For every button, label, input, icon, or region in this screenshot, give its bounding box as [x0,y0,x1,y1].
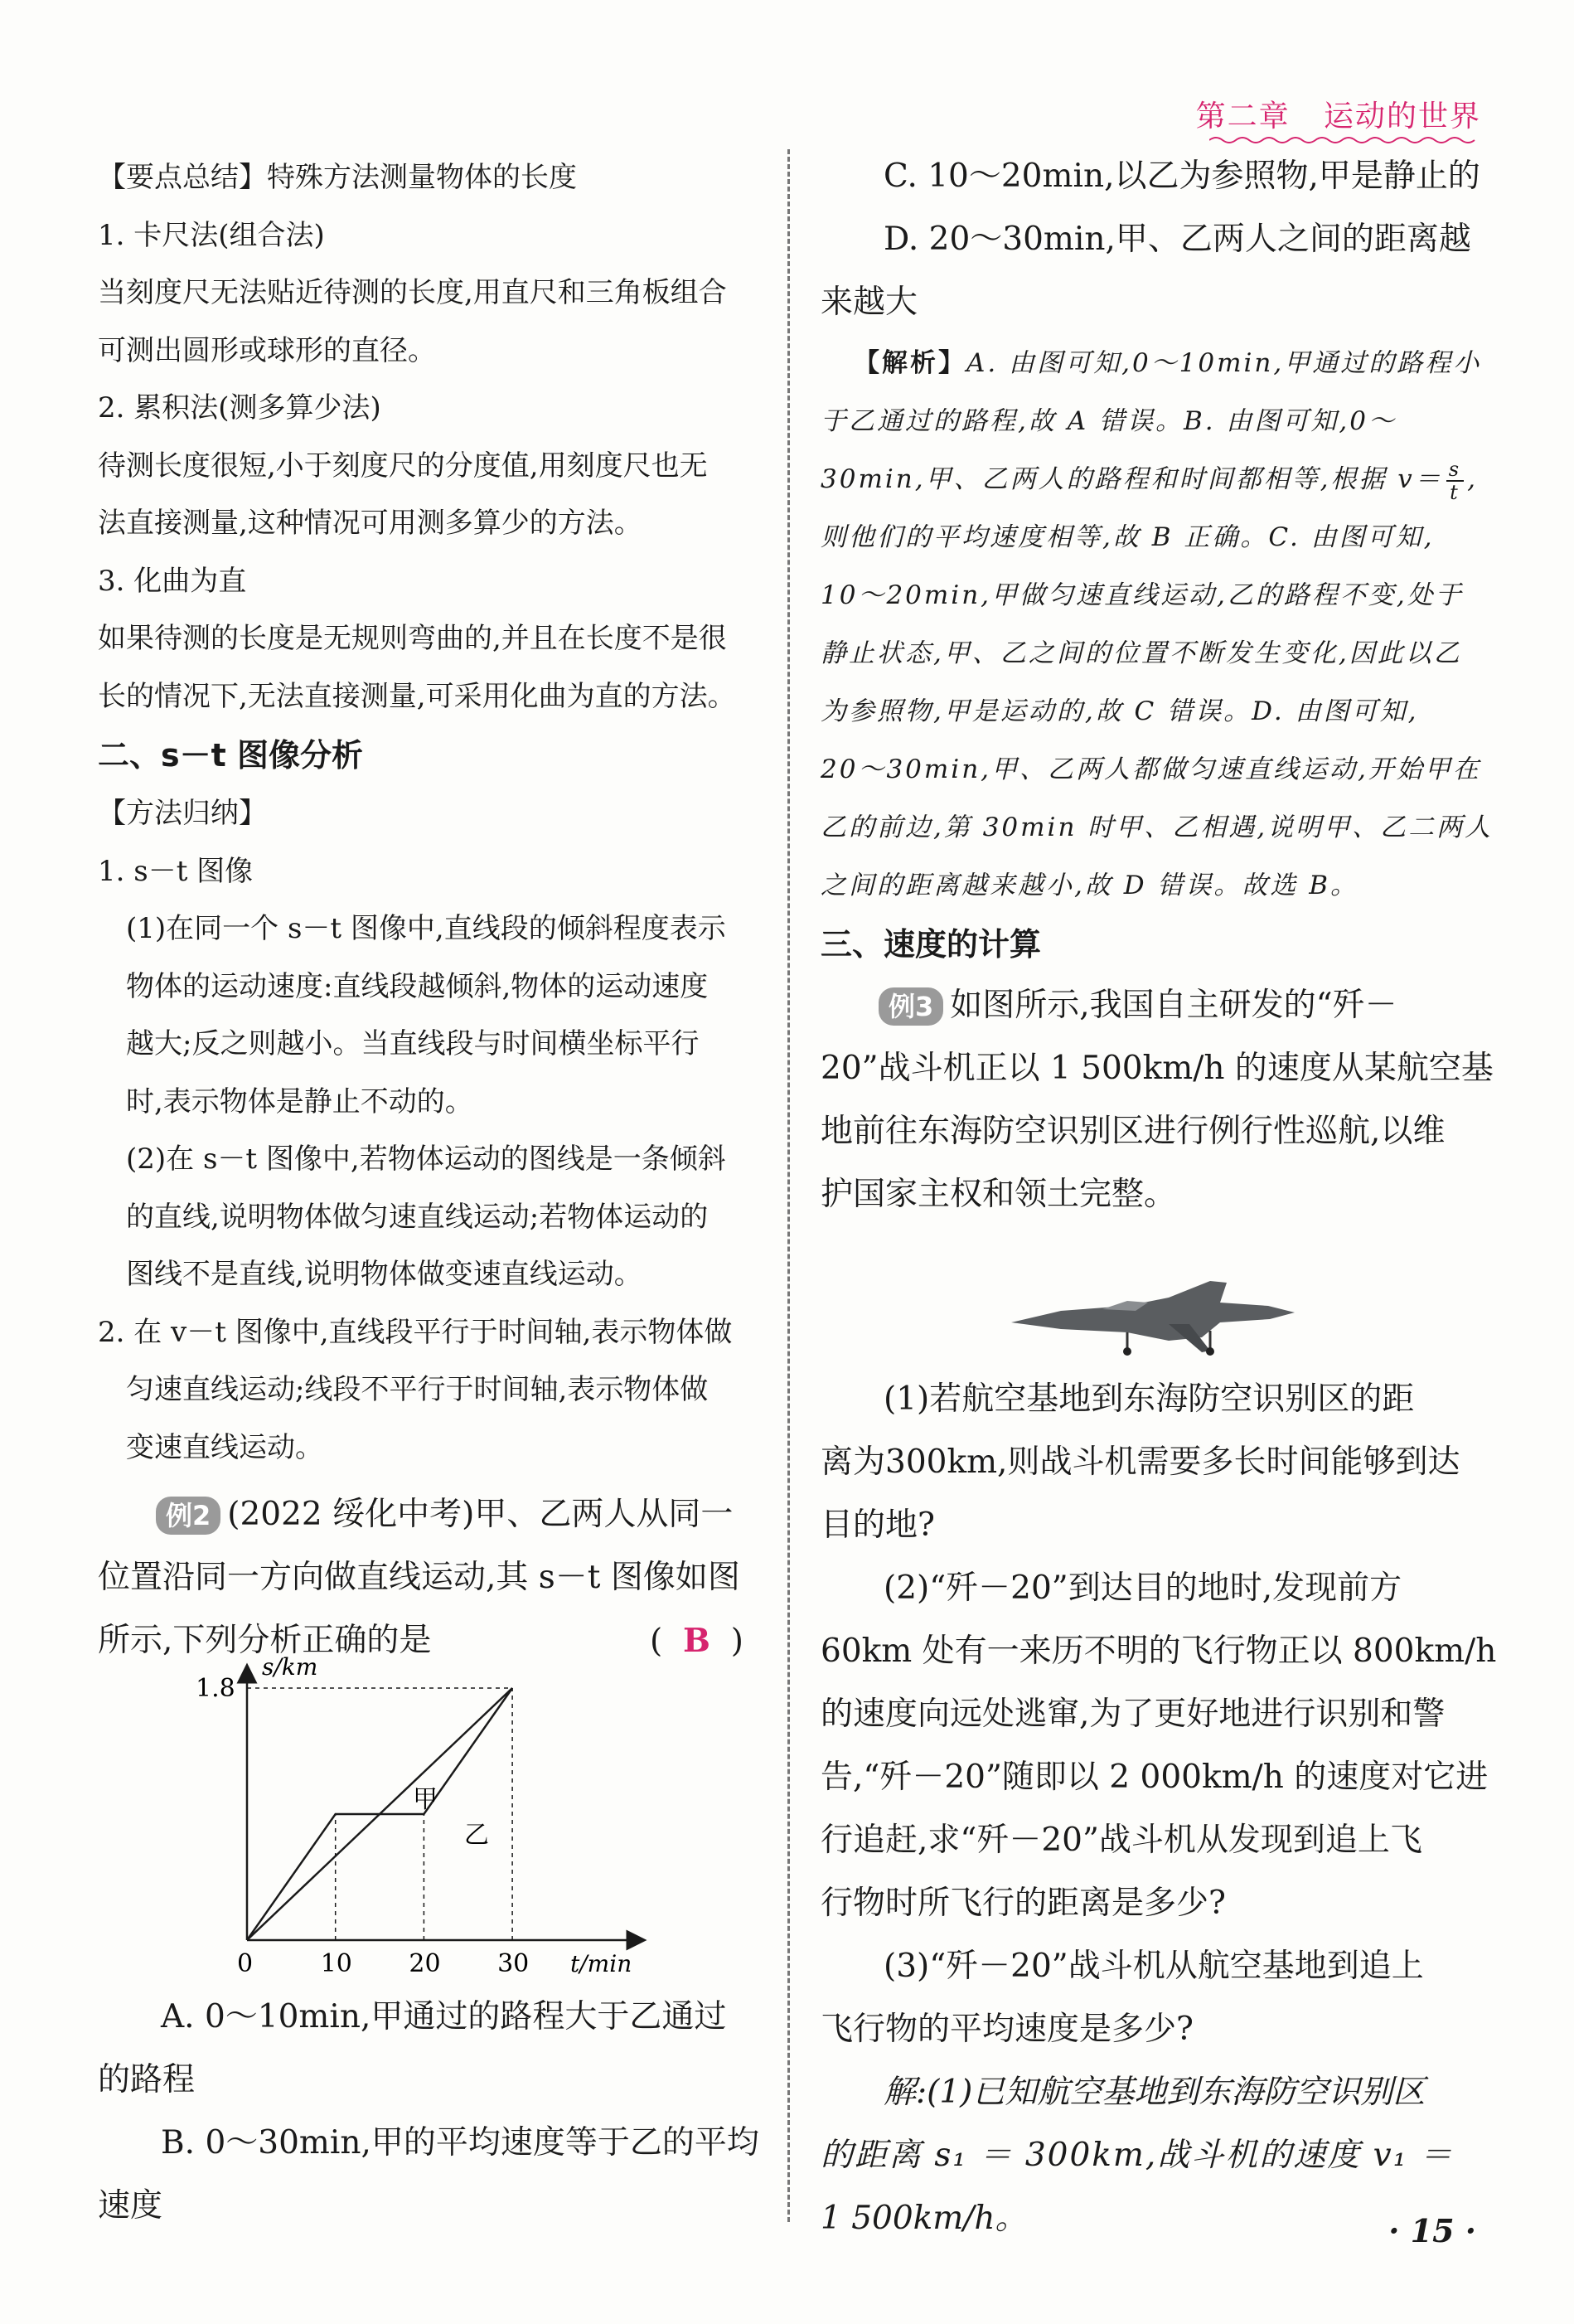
answer-letter: B [683,1622,710,1660]
point2-line-2: 的直线,说明物体做匀速直线运动;若物体运动的 [126,1200,709,1234]
solution-text-3: 30min,甲、乙两人的路程和时间都相等,根据 v＝ [821,464,1443,494]
header-wave-decoration [1209,135,1483,145]
option-b-line-1: B. 0～30min,甲的平均速度等于乙的平均 [161,2124,759,2161]
option-a-line-2: 的路程 [98,2061,196,2098]
example3-line-4: 护国家主权和领土完整。 [821,1176,1177,1213]
question1-line-2: 离为300km,则战斗机需要多长时间能够到达 [821,1443,1460,1481]
point1-line-4: 时,表示物体是静止不动的。 [126,1084,473,1118]
st-chart [98,1650,678,1998]
example2-badge: 例2 [156,1497,220,1535]
solution-line-10: 之间的距离越来越小,故 D 错误。故选 B。 [821,871,1359,900]
solution-text-1: A. 由图可知,0～10min,甲通过的路程小 [966,348,1482,378]
method3-text-1: 如果待测的长度是无规则弯曲的,并且在长度不是很 [98,622,727,655]
x-tick-label-30: 30 [497,1949,530,1978]
left-options [98,1986,761,2238]
solution-line-1 [821,334,1482,392]
solution-label: 【解析】 [854,348,966,378]
solution-line-4: 则他们的平均速度相等,故 B 正确。C. 由图可知, [821,522,1435,552]
example3-questions [821,1368,1497,2250]
option-d-line-1: D. 20～30min,甲、乙两人之间的距离越 [884,221,1471,258]
question1-line-3: 目的地? [821,1506,935,1544]
question3-line-2: 飞行物的平均速度是多少? [821,2011,1194,2048]
example3-line-3: 地前往东海防空识别区进行例行性巡航,以维 [821,1113,1446,1150]
method3-text-2: 长的情况下,无法直接测量,可采用化曲为直的方法。 [98,679,736,713]
example2-text-3: 所示,下列分析正确的是 [98,1622,432,1659]
example3-badge: 例3 [879,987,943,1026]
vt-line-2: 匀速直线运动;线段不平行于时间轴,表示物体做 [126,1373,709,1406]
solution-line-8: 20～30min,甲、乙两人都做匀速直线运动,开始甲在 [821,754,1481,784]
question3-line-1: (3)“歼－20”战斗机从航空基地到追上 [884,1948,1424,1985]
point2-line-1: (2)在 s－t 图像中,若物体运动的图线是一条倾斜 [126,1143,726,1176]
point1-line-1: (1)在同一个 s－t 图像中,直线段的倾斜程度表示 [126,912,726,945]
fighter-jet-image [1003,1273,1301,1364]
chapter-title: 运动的世界 [1323,99,1481,133]
fraction-denominator: t [1450,480,1460,504]
solution-line-2: 于乙通过的路程,故 A 错误。B. 由图可知,0～ [821,406,1397,436]
question2-line-4: 告,“歼－20”随即以 2 000km/h 的速度对它进 [821,1759,1489,1796]
example2-text-1: (2022 绥化中考)甲、乙两人从同一 [227,1496,734,1533]
method2-title: 2. 累积法(测多算少法) [98,391,381,425]
method1-title: 1. 卡尺法(组合法) [98,218,325,252]
vt-line-3: 变速直线运动。 [126,1430,323,1464]
answer-paren-open: ( [650,1623,663,1660]
method3-title: 3. 化曲为直 [98,564,247,598]
answer-paren-close: ) [730,1623,743,1660]
example3-line-2: 20”战斗机正以 1 500km/h 的速度从某航空基 [821,1050,1494,1087]
section3-title: 三、速度的计算 [821,926,1042,963]
summary-title: 【要点总结】特殊方法测量物体的长度 [98,161,577,194]
example2-line-1 [98,1483,761,1546]
chart-series [247,1688,512,1940]
x-tick-label-20: 20 [409,1949,441,1978]
left-column [98,149,761,1672]
question2-line-2: 60km 处有一来历不明的飞行物正以 800km/h [821,1633,1497,1670]
solution-line-7: 为参照物,甲是运动的,故 C 错误。D. 由图可知, [821,696,1419,726]
answer-line-1: 解:(1)已知航空基地到东海防空识别区 [884,2074,1426,2111]
series-label-yi: 乙 [464,1821,489,1850]
point1-line-3: 越大;反之则越小。当直线段与时间横坐标平行 [126,1027,700,1060]
question2-line-1: (2)“歼－20”到达目的地时,发现前方 [884,1570,1402,1607]
y-axis-label: s/km [262,1653,318,1681]
question2-line-6: 行物时所飞行的距离是多少? [821,1885,1226,1922]
example3-text-1: 如图所示,我国自主研发的“歼－ [950,987,1397,1024]
chapter-header [1196,93,1481,135]
method-summary-title: 【方法归纳】 [98,797,267,830]
fraction-numerator: s [1446,458,1464,482]
point1-line-2: 物体的运动速度:直线段越倾斜,物体的运动速度 [126,969,709,1003]
st-graph-title: 1. s－t 图像 [98,854,254,888]
option-d-line-2: 来越大 [821,284,918,321]
page-number: · 15 · [1388,2212,1476,2249]
chapter-number: 第二章 [1195,99,1291,133]
answer-line-3: 1 500km/h。 [821,2200,1028,2237]
x-tick-label-10: 10 [320,1949,352,1978]
x-axis-label: t/min [570,1950,632,1977]
series-label-jia: 甲 [413,1785,438,1814]
method2-text-2: 法直接测量,这种情况可用测多算少的方法。 [98,507,642,540]
question2-line-3: 的速度向远处逃窜,为了更好地进行识别和警 [821,1696,1446,1733]
example2-line-2: 位置沿同一方向做直线运动,其 s－t 图像如图 [98,1559,740,1596]
method1-text-2: 可测出圆形或球形的直径。 [98,333,436,367]
option-b-line-2: 速度 [98,2187,163,2225]
section2-title: 二、s－t 图像分析 [98,737,364,774]
solution-line-9: 乙的前边,第 30min 时甲、乙相遇,说明甲、乙二两人 [821,813,1494,842]
question2-line-5: 行追赶,求“歼－20”战斗机从发现到追上飞 [821,1822,1422,1859]
solution-text-3b: , [1467,464,1478,494]
option-c: C. 10～20min,以乙为参照物,甲是静止的 [884,158,1480,195]
right-column [821,145,1494,1226]
question1-line-1: (1)若航空基地到东海防空识别区的距 [884,1380,1415,1418]
answer-line-2: 的距离 s₁ ＝ 300km,战斗机的速度 v₁ ＝ [821,2137,1454,2174]
solution-line-3 [821,450,1478,508]
point2-line-3: 图线不是直线,说明物体做变速直线运动。 [126,1258,642,1291]
y-tick-label: 1.8 [196,1673,235,1703]
example3-line-1 [821,974,1475,1037]
column-divider [787,149,790,2222]
method2-text-1: 待测长度很短,小于刻度尺的分度值,用刻度尺也无 [98,449,708,483]
option-a-line-1: A. 0～10min,甲通过的路程大于乙通过 [161,1998,727,2035]
solution-line-6: 静止状态,甲、乙之间的位置不断发生变化,因此以乙 [821,638,1462,668]
solution-line-5: 10～20min,甲做匀速直线运动,乙的路程不变,处于 [821,580,1464,610]
origin-label: 0 [237,1949,254,1978]
vt-line-1: 2. 在 v－t 图像中,直线段平行于时间轴,表示物体做 [98,1315,733,1349]
speed-fraction [1446,458,1464,503]
method1-text-1: 当刻度尺无法贴近待测的长度,用直尺和三角板组合 [98,276,727,309]
